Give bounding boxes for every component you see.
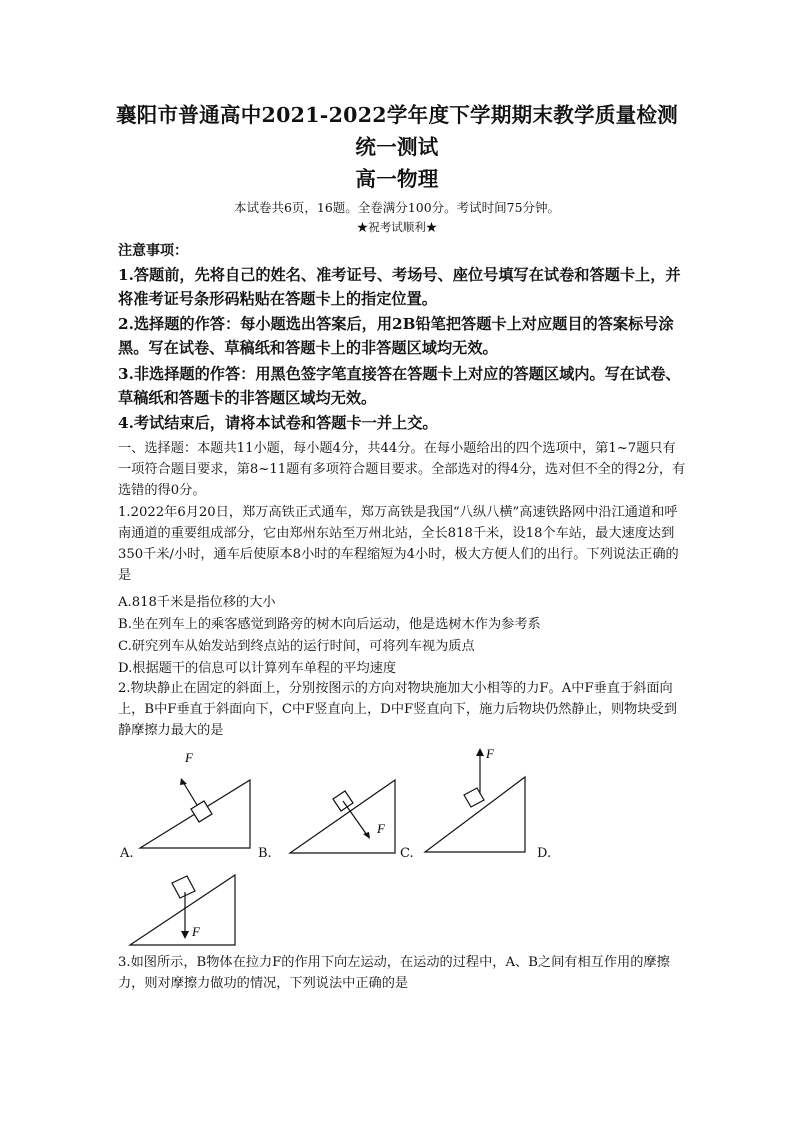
arrowhead-b <box>363 832 370 839</box>
q1-option-a: A.818千米是指位移的大小 <box>118 595 276 610</box>
q1-option-c: C.研究列车从始发站到终点站的运行时间，可将列车视为质点 <box>118 639 475 654</box>
q2-stem: 2.物块静止在固定的斜面上，分别按图示的方向对物块施加大小相等的力F。A中F垂直于斜面向上，B中F垂直于斜面向下，C中F竖直向上，D中F竖直向下，施力后物块仍然静止，则物块受到静摩擦力最大的是 <box>118 681 677 738</box>
q3-stem: 3.如图所示，B物体在拉力F的作用下向左运动，在运动的过程中，A、B之间有相互作用的摩擦力，则对摩擦力做功的情况，下列说法中正确的是 <box>118 955 670 991</box>
figure-label-d: D. <box>537 846 552 861</box>
force-arrow-a <box>183 782 197 805</box>
incline-b <box>290 780 395 853</box>
arrowhead-c <box>476 748 484 756</box>
force-label-c: F <box>486 746 494 761</box>
q1-option-d: D.根据题干的信息可以计算列车单程的平均速度 <box>118 661 397 676</box>
force-label-b: F <box>377 821 385 836</box>
exam-title-line1: 襄阳市普通高中2021-2022学年度下学期期末教学质量检测 <box>115 103 679 127</box>
exam-info: 本试卷共6页，16题。全卷满分100分。考试时间75分钟。 <box>233 200 561 215</box>
force-label-a: F <box>185 750 193 765</box>
q1-option-b: B.坐在列车上的乘客感觉到路旁的树木向后运动，他是选树木作为参考系 <box>118 617 541 632</box>
figure-label-b: B. <box>258 846 272 861</box>
section1-intro: 一、选择题：本题共11小题，每小题4分，共44分。在每小题给出的四个选项中，第1~7题只有一项符合题目要求，第8~11题有多项符合题目要求。全部选对的得4分，选对但不全的得2分，有选错的得0分。 <box>118 441 686 498</box>
exam-title-line2: 统一测试 <box>355 135 439 159</box>
q2-figure-c <box>420 742 535 857</box>
blessing-text: ★祝考试顺利★ <box>356 220 438 234</box>
figure-label-a: A. <box>120 846 134 861</box>
block-a <box>191 801 212 822</box>
note-item-1: 1.答题前，先将自己的姓名、准考证号、考场号、座位号填写在试卷和答题卡上，并将准考证号条形码粘贴在答题卡上的指定位置。 <box>118 266 681 308</box>
force-label-d: F <box>192 924 200 939</box>
q2-figure-b <box>285 775 405 860</box>
notes-heading: 注意事项： <box>118 243 188 259</box>
figure-label-c: C. <box>400 846 414 861</box>
q2-figure-a <box>135 750 260 855</box>
note-item-3: 3.非选择题的作答：用黑色签字笔直接答在答题卡上对应的答题区域内。写在试卷、草稿纸和答题卡的非答题区域均无效。 <box>118 365 681 407</box>
arrowhead-d <box>181 931 189 939</box>
block-d <box>172 876 195 898</box>
q2-figure-d <box>125 870 245 950</box>
note-item-2: 2.选择题的作答：每小题选出答案后，用2B铅笔把答题卡上对应题目的答案标号涂黑。写在试卷、草稿纸和答题卡上的非答题区域均无效。 <box>118 315 674 357</box>
note-item-4: 4.考试结束后，请将本试卷和答题卡一并上交。 <box>118 414 438 432</box>
force-arrow-b <box>343 801 367 835</box>
incline-c <box>425 777 525 852</box>
subject-title: 高一物理 <box>355 167 439 191</box>
q1-stem: 1.2022年6月20日，郑万高铁正式通车，郑万高铁是我国“八纵八横”高速铁路网中沿江通道和呼南通道的重要组成部分，它由郑州东站至万州北站，全长818千米，设18个车站，最大速度达到350千米/小时，通车后使原本8小时的车程缩短为4小时，极大方便人们的出行。下列说法正确的是 <box>118 505 679 583</box>
arrowhead-a <box>180 778 187 785</box>
block-c <box>464 788 484 807</box>
